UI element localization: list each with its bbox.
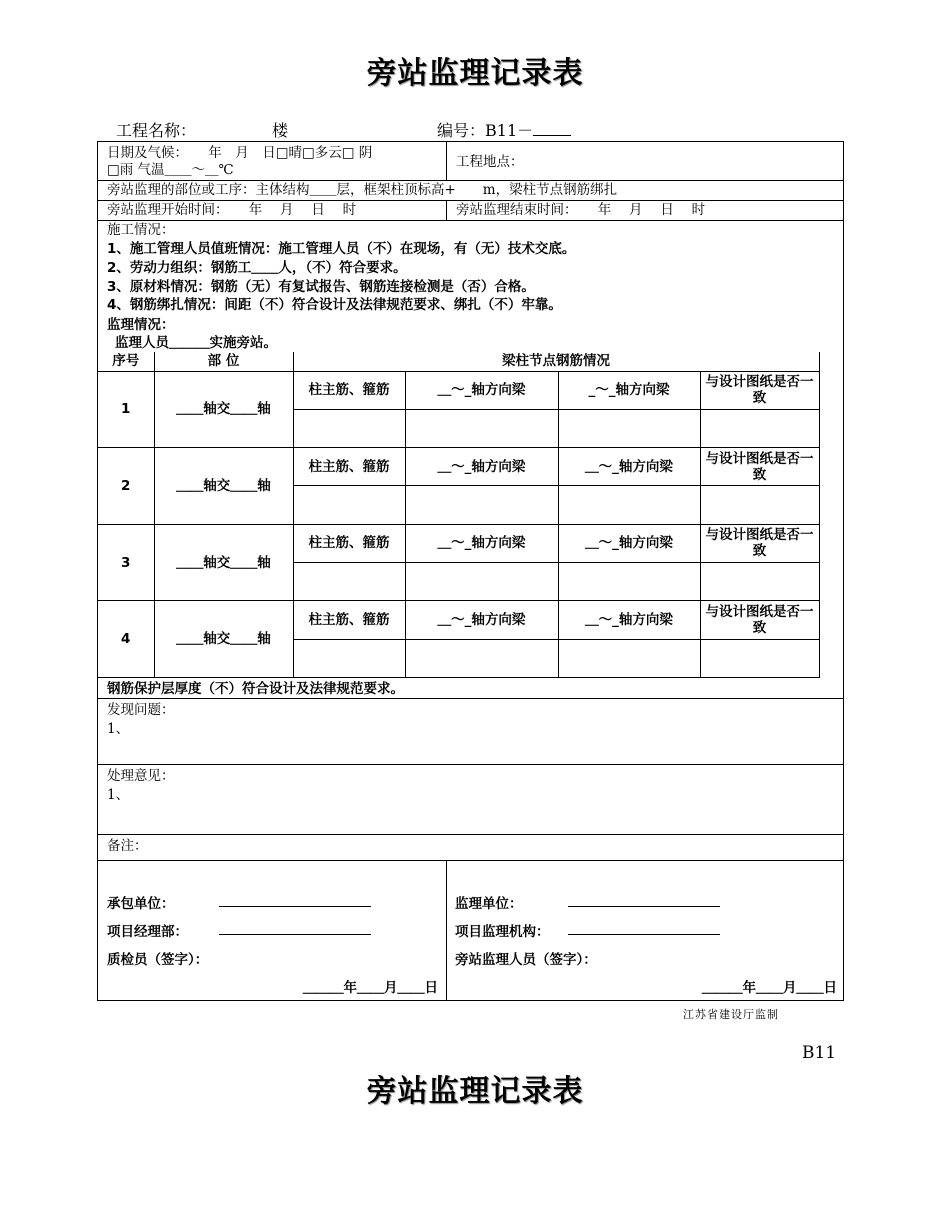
cover-thickness-note: 钢筋保护层厚度（不）符合设计及法律规范要求。 <box>107 681 404 697</box>
input-cell[interactable] <box>700 409 819 447</box>
row-seq: 4 <box>98 601 154 678</box>
row-part[interactable]: ＿＿轴交＿＿轴 <box>154 448 293 525</box>
construction-heading: 施工情况： <box>107 222 175 238</box>
row-seq: 1 <box>98 371 154 448</box>
quality-inspector-label[interactable]: 质检员（签字）： <box>107 952 209 968</box>
project-name-field <box>116 118 314 142</box>
contractor-unit-label: 承包单位： <box>107 896 175 912</box>
problems-item-1[interactable]: 1、 <box>107 721 130 737</box>
start-time-field[interactable]: 旁站监理开始时间： 年 月 日 时 <box>107 202 357 218</box>
input-cell[interactable] <box>405 409 558 447</box>
row-beam-dir-2: ＿～_轴方向梁 <box>558 448 700 486</box>
record-form <box>97 141 844 1001</box>
row-part[interactable]: ＿＿轴交＿＿轴 <box>154 524 293 601</box>
col-header-rebar: 梁柱节点钢筋情况 <box>293 352 819 371</box>
project-manager-dept-label: 项目经理部： <box>107 924 188 940</box>
input-cell[interactable] <box>293 563 405 601</box>
row-col-rebar-label: 柱主筋、箍筋 <box>293 448 405 486</box>
part-process-line[interactable]: 旁站监理的部位或工序：主体结构＿＿层，框架柱顶标高+ m，梁柱节点钢筋绑扎 <box>107 182 618 198</box>
col-header-seq: 序号 <box>98 352 154 371</box>
row-seq: 3 <box>98 524 154 601</box>
col-header-part: 部 位 <box>154 352 293 371</box>
project-name-text: 楼 <box>272 121 289 140</box>
supervision-staff[interactable]: 监理人员＿＿＿实施旁站。 <box>115 335 277 351</box>
row-design-check: 与设计图纸是否一致 <box>700 448 819 486</box>
row-col-rebar-label: 柱主筋、箍筋 <box>293 371 405 409</box>
project-supervision-org-label: 项目监理机构： <box>455 924 550 940</box>
input-cell[interactable] <box>700 563 819 601</box>
row-part[interactable]: ＿＿轴交＿＿轴 <box>154 601 293 678</box>
contractor-unit-field[interactable] <box>219 906 371 907</box>
right-sign-date[interactable]: ＿＿＿年＿＿月＿＿日 <box>702 980 837 996</box>
row-beam-dir-1: ＿～_轴方向梁 <box>405 448 558 486</box>
row-beam-dir-1: ＿～_轴方向梁 <box>405 601 558 639</box>
left-sign-date[interactable]: ＿＿＿年＿＿月＿＿日 <box>303 980 438 996</box>
project-location-label[interactable]: 工程地点： <box>456 154 524 170</box>
record-number-field <box>437 118 571 141</box>
record-number-label: 编号：B11－ <box>437 121 534 140</box>
remarks-heading[interactable]: 备注： <box>107 838 148 854</box>
row-beam-dir-1: ＿～_轴方向梁 <box>405 371 558 409</box>
input-cell[interactable] <box>558 563 700 601</box>
input-cell[interactable] <box>700 639 819 677</box>
row-design-check: 与设计图纸是否一致 <box>700 371 819 409</box>
construction-item-3: 3、原材料情况：钢筋（无）有复试报告、钢筋连接检测是（否）合格。 <box>107 279 535 295</box>
construction-item-1: 1、施工管理人员值班情况：施工管理人员（不）在现场，有（无）技术交底。 <box>107 241 576 257</box>
row-col-rebar-label: 柱主筋、箍筋 <box>293 524 405 562</box>
construction-item-2: 2、劳动力组织：钢筋工＿＿人，（不）符合要求。 <box>107 260 407 276</box>
input-cell[interactable] <box>405 639 558 677</box>
project-name-value[interactable] <box>196 118 314 142</box>
project-manager-dept-field[interactable] <box>219 934 371 935</box>
input-cell[interactable] <box>293 409 405 447</box>
input-cell[interactable] <box>293 639 405 677</box>
supervision-unit-label: 监理单位： <box>455 896 523 912</box>
input-cell[interactable] <box>405 563 558 601</box>
date-weather-line2[interactable]: □雨 气温＿＿～＿℃ <box>107 162 234 178</box>
row-beam-dir-2: ＿～_轴方向梁 <box>558 524 700 562</box>
supervision-unit-field[interactable] <box>568 906 720 907</box>
page-title-repeat: 旁站监理记录表 <box>366 1074 584 1109</box>
row-design-check: 与设计图纸是否一致 <box>700 524 819 562</box>
input-cell[interactable] <box>405 486 558 524</box>
row-design-check: 与设计图纸是否一致 <box>700 601 819 639</box>
input-cell[interactable] <box>558 639 700 677</box>
project-supervision-org-field[interactable] <box>568 934 720 935</box>
problems-heading: 发现问题： <box>107 702 175 718</box>
page-title: 旁站监理记录表 <box>366 56 584 91</box>
input-cell[interactable] <box>558 486 700 524</box>
input-cell[interactable] <box>700 486 819 524</box>
supervision-heading: 监理情况： <box>107 317 175 333</box>
input-cell[interactable] <box>293 486 405 524</box>
page-code: B11 <box>802 1043 837 1063</box>
row-col-rebar-label: 柱主筋、箍筋 <box>293 601 405 639</box>
row-beam-dir-2: ＿～_轴方向梁 <box>558 601 700 639</box>
issuer-note: 江苏省建设厅监制 <box>683 1008 779 1021</box>
project-name-label: 工程名称： <box>116 121 197 140</box>
record-number-value[interactable] <box>533 135 571 136</box>
construction-item-4: 4、钢筋绑扎情况：间距（不）符合设计及法律规范要求、绑扎（不）牢靠。 <box>107 297 562 313</box>
row-part[interactable]: ＿＿轴交＿＿轴 <box>154 371 293 448</box>
rebar-joint-table <box>98 352 820 678</box>
row-seq: 2 <box>98 448 154 525</box>
onsite-supervisor-label[interactable]: 旁站监理人员（签字）： <box>455 952 597 968</box>
opinions-item-1[interactable]: 1、 <box>107 787 130 803</box>
end-time-field[interactable]: 旁站监理结束时间： 年 月 日 时 <box>456 202 706 218</box>
date-weather-line1[interactable]: 日期及气候： 年 月 日□晴□多云□ 阴 <box>107 145 373 161</box>
input-cell[interactable] <box>558 409 700 447</box>
row-beam-dir-2: _～_轴方向梁 <box>558 371 700 409</box>
opinions-heading: 处理意见： <box>107 768 175 784</box>
row-beam-dir-1: ＿～_轴方向梁 <box>405 524 558 562</box>
